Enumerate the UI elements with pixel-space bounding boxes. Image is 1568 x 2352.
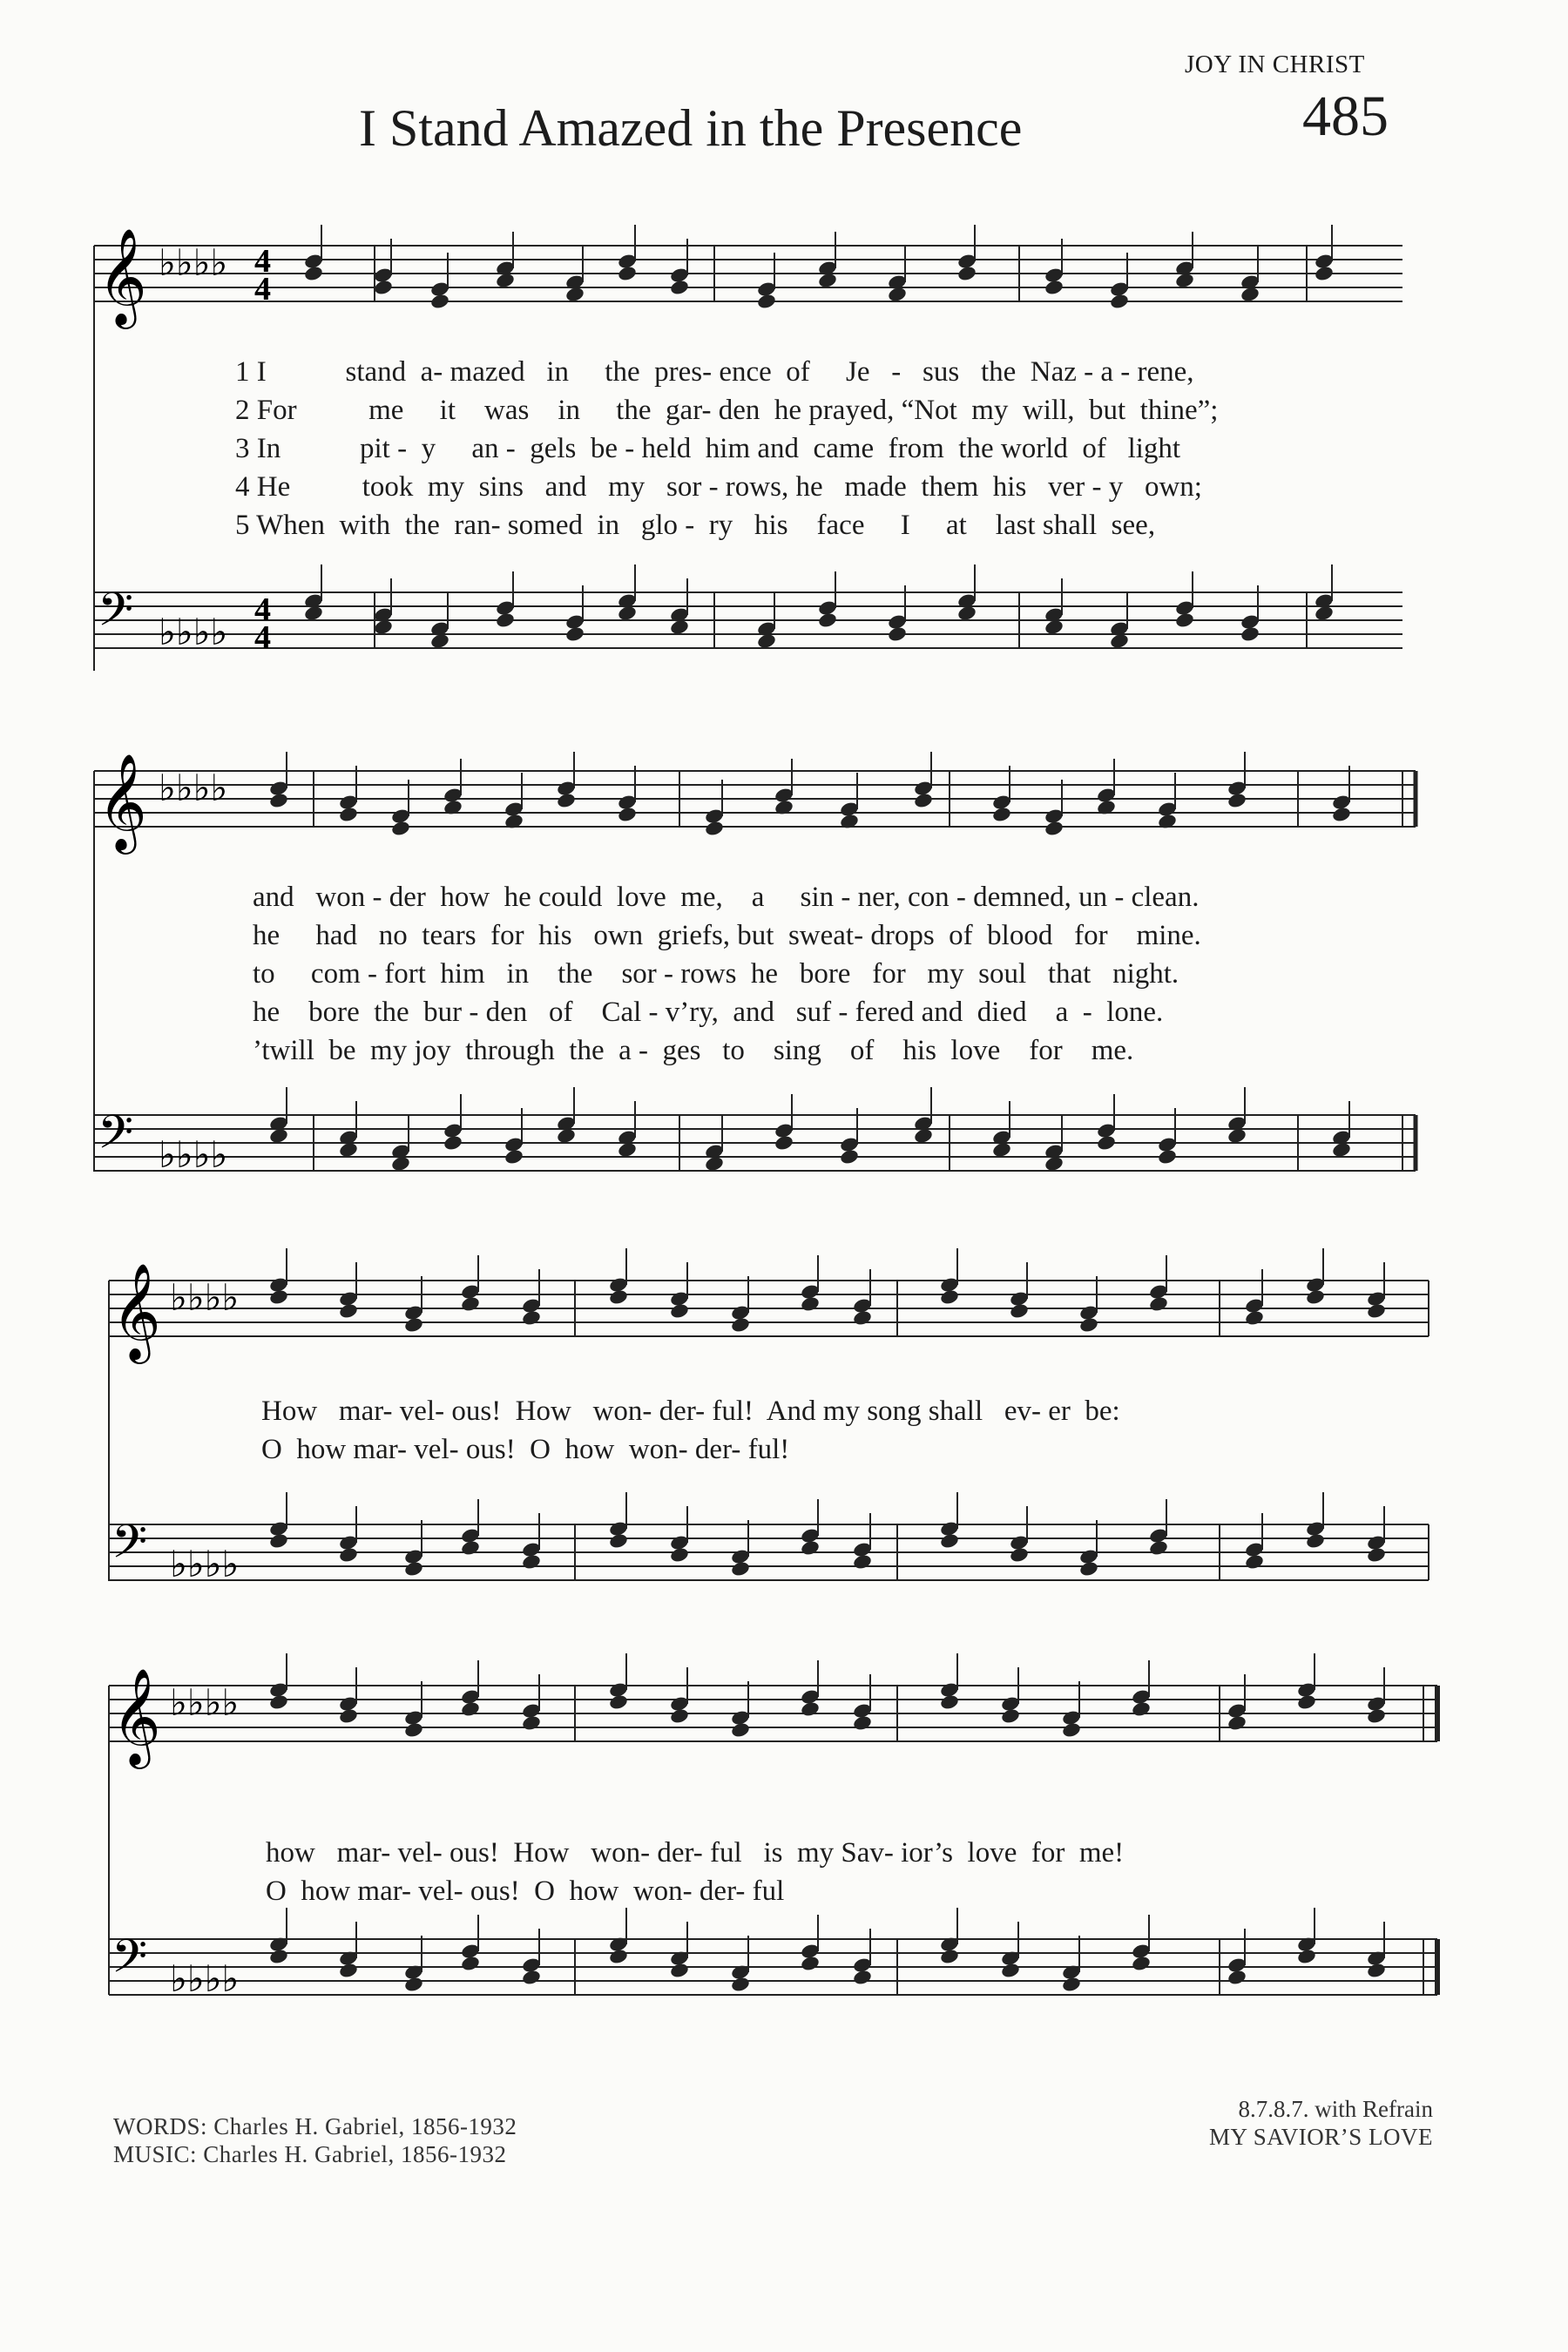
- notehead: [268, 1948, 289, 1965]
- verse-lyrics-system-2: [253, 878, 1201, 1070]
- svg-text:4: 4: [254, 591, 271, 628]
- notehead: [373, 618, 394, 636]
- notehead: [403, 1721, 424, 1739]
- refrain-line-1: How mar- vel- ous! How won- der- ful! And my song shall ev- er be:: [261, 1396, 1120, 1427]
- notehead: [1366, 1707, 1387, 1725]
- svg-text:♭♭♭♭: ♭♭♭♭: [159, 767, 228, 809]
- notehead: [730, 1976, 751, 1993]
- notehead: [669, 279, 690, 296]
- notehead: [268, 1127, 289, 1145]
- notehead: [887, 625, 908, 643]
- notehead: [338, 1141, 359, 1159]
- notehead: [817, 612, 838, 629]
- notehead: [268, 792, 289, 809]
- notehead: [852, 1553, 873, 1571]
- notehead: [800, 1700, 821, 1718]
- notehead: [756, 293, 777, 310]
- notehead: [504, 1148, 524, 1166]
- notehead: [1331, 1141, 1352, 1159]
- notehead: [669, 1546, 690, 1564]
- notehead: [429, 632, 450, 650]
- notehead: [1174, 272, 1195, 289]
- notehead: [1314, 605, 1335, 622]
- notehead: [1227, 792, 1247, 809]
- verse-2-line-a: 2 For me it was in the gar- den he prayed, “Not my will, but thine”;: [235, 395, 1219, 426]
- notehead: [556, 792, 577, 809]
- notehead: [390, 1155, 411, 1173]
- notehead: [669, 618, 690, 636]
- notehead: [1366, 1546, 1387, 1564]
- verse-2-line-b: he had no tears for his own griefs, but sweat- drops of blood for mine.: [253, 920, 1201, 951]
- notehead: [669, 1962, 690, 1979]
- notehead: [704, 1155, 725, 1173]
- notehead: [956, 265, 977, 282]
- notehead: [991, 1141, 1012, 1159]
- notehead: [1366, 1962, 1387, 1979]
- notehead: [1305, 1288, 1326, 1306]
- system-3-bass-staff: [0, 1498, 1568, 1620]
- svg-text:♭♭♭♭: ♭♭♭♭: [159, 241, 228, 284]
- notehead: [1227, 1127, 1247, 1145]
- notehead: [1240, 286, 1260, 303]
- notehead: [730, 1316, 751, 1334]
- system-1-bass-staff: [0, 558, 1568, 706]
- notehead: [373, 279, 394, 296]
- verse-lyrics-system-1: [235, 353, 1218, 544]
- notehead: [939, 1288, 960, 1306]
- notehead: [1244, 1553, 1265, 1571]
- meter: 8.7.8.7. with Refrain: [1238, 2096, 1433, 2122]
- notehead: [268, 1288, 289, 1306]
- notehead: [303, 265, 324, 282]
- notehead: [390, 820, 411, 837]
- notehead: [956, 605, 977, 622]
- notehead: [460, 1539, 481, 1557]
- notehead: [852, 1714, 873, 1732]
- refrain-line-2: O how mar- vel- ous! O how won- der- ful!: [261, 1434, 790, 1465]
- notehead: [443, 1134, 463, 1152]
- notehead: [1044, 820, 1064, 837]
- notehead: [1366, 1302, 1387, 1320]
- notehead: [1240, 625, 1260, 643]
- notehead: [1157, 1148, 1178, 1166]
- words-credit: WORDS: Charles H. Gabriel, 1856-1932: [113, 2113, 517, 2139]
- system-4-treble-staff: [0, 1655, 1568, 1794]
- notehead: [338, 806, 359, 823]
- notehead: [521, 1714, 542, 1732]
- notehead: [1109, 293, 1130, 310]
- notehead: [852, 1309, 873, 1327]
- notehead: [403, 1316, 424, 1334]
- notehead: [268, 1532, 289, 1550]
- verse-1-line-b: and won - der how he could love me, a sin - ner, con - demned, un - clean.: [253, 882, 1200, 913]
- bass-clef-icon: 𝄢: [112, 1930, 148, 1995]
- notehead: [852, 1969, 873, 1986]
- refrain-line-3: how mar- vel- ous! How won- der- ful is my Sav- ior’s love for me!: [266, 1837, 1125, 1869]
- svg-text:♭♭♭♭: ♭♭♭♭: [170, 1957, 240, 2000]
- notehead: [939, 1948, 960, 1965]
- notehead: [608, 1288, 629, 1306]
- notehead: [1096, 1134, 1117, 1152]
- notehead: [521, 1969, 542, 1986]
- notehead: [460, 1295, 481, 1313]
- notehead: [800, 1955, 821, 1972]
- notehead: [817, 272, 838, 289]
- svg-text:4: 4: [254, 271, 271, 308]
- notehead: [1296, 1948, 1317, 1965]
- svg-text:♭♭♭♭: ♭♭♭♭: [170, 1681, 240, 1724]
- notehead: [1044, 1155, 1064, 1173]
- notehead: [460, 1700, 481, 1718]
- notehead: [774, 1134, 794, 1152]
- verse-5-line-b: ’twill be my joy through the a - ges to sing of his love for me.: [253, 1035, 1134, 1066]
- refrain-lyrics-system-3: [261, 1392, 1120, 1469]
- notehead: [1331, 806, 1352, 823]
- notehead: [839, 1148, 860, 1166]
- notehead: [1061, 1976, 1082, 1993]
- notehead: [1174, 612, 1195, 629]
- notehead: [669, 1707, 690, 1725]
- system-2-bass-staff: [0, 1089, 1568, 1220]
- bass-clef-icon: 𝄢: [98, 1106, 134, 1171]
- notehead: [756, 632, 777, 650]
- bass-clef-icon: 𝄢: [98, 584, 134, 648]
- notehead: [617, 605, 638, 622]
- notehead: [913, 1127, 934, 1145]
- bass-clef-icon: 𝄢: [112, 1516, 148, 1580]
- notehead: [1000, 1707, 1021, 1725]
- notehead: [521, 1309, 542, 1327]
- notehead: [495, 612, 516, 629]
- notehead: [1131, 1955, 1152, 1972]
- notehead: [608, 1693, 629, 1711]
- svg-text:♭♭♭♭: ♭♭♭♭: [170, 1276, 240, 1319]
- notehead: [887, 286, 908, 303]
- notehead: [303, 605, 324, 622]
- svg-text:4: 4: [254, 243, 271, 280]
- notehead: [1227, 1969, 1247, 1986]
- notehead: [564, 286, 585, 303]
- notehead: [991, 806, 1012, 823]
- svg-text:4: 4: [254, 619, 271, 656]
- notehead: [1148, 1539, 1169, 1557]
- notehead: [730, 1560, 751, 1578]
- notehead: [403, 1976, 424, 1993]
- notehead: [608, 1532, 629, 1550]
- verse-1-line-a: 1 I stand a- mazed in the pres- ence of Je - sus the Naz - a - rene,: [235, 356, 1194, 388]
- treble-clef-icon: 𝄞: [112, 1667, 161, 1765]
- section-label: JOY IN CHRIST: [1185, 51, 1365, 78]
- notehead: [617, 806, 638, 823]
- svg-text:♭♭♭♭: ♭♭♭♭: [170, 1543, 240, 1585]
- notehead: [338, 1302, 359, 1320]
- notehead: [1296, 1693, 1317, 1711]
- notehead: [1314, 265, 1335, 282]
- svg-text:♭♭♭♭: ♭♭♭♭: [159, 611, 228, 653]
- treble-clef-icon: 𝄞: [98, 227, 147, 325]
- notehead: [1131, 1700, 1152, 1718]
- notehead: [939, 1693, 960, 1711]
- notehead: [1009, 1546, 1030, 1564]
- notehead: [800, 1539, 821, 1557]
- treble-clef-icon: 𝄞: [112, 1262, 161, 1360]
- notehead: [800, 1295, 821, 1313]
- notehead: [460, 1955, 481, 1972]
- verse-4-line-a: 4 He took my sins and my sor - rows, he made them his ver - y own;: [235, 471, 1202, 503]
- system-3-treble-staff: [0, 1254, 1568, 1394]
- notehead: [338, 1546, 359, 1564]
- music-credit: MUSIC: Charles H. Gabriel, 1856-1932: [113, 2141, 507, 2167]
- notehead: [1227, 1714, 1247, 1732]
- system-2-treble-staff: [0, 740, 1568, 897]
- notehead: [669, 1302, 690, 1320]
- notehead: [1044, 618, 1064, 636]
- notehead: [564, 625, 585, 643]
- notehead: [939, 1532, 960, 1550]
- notehead: [268, 1693, 289, 1711]
- refrain-lyrics-system-4: [266, 1834, 1124, 1910]
- verse-4-line-b: he bore the bur - den of Cal - v’ry, and suf - fered and died a - lone.: [253, 997, 1164, 1028]
- verse-5-line-a: 5 When with the ran- somed in glo - ry his face I at last shall see,: [235, 510, 1156, 541]
- notehead: [556, 1127, 577, 1145]
- notehead: [429, 293, 450, 310]
- notehead: [608, 1948, 629, 1965]
- notehead: [704, 820, 725, 837]
- notehead: [1061, 1721, 1082, 1739]
- notehead: [730, 1721, 751, 1739]
- credits-right: [1198, 2095, 1433, 2151]
- svg-text:♭♭♭♭: ♭♭♭♭: [159, 1133, 228, 1176]
- notehead: [1000, 1962, 1021, 1979]
- notehead: [617, 265, 638, 282]
- notehead: [338, 1962, 359, 1979]
- notehead: [1009, 1302, 1030, 1320]
- credits-left: [113, 2112, 517, 2168]
- notehead: [1244, 1309, 1265, 1327]
- notehead: [1078, 1560, 1099, 1578]
- verse-3-line-b: to com - fort him in the sor - rows he bore for my soul that night.: [253, 958, 1179, 990]
- hymn-title: I Stand Amazed in the Presence: [359, 99, 1023, 157]
- notehead: [521, 1553, 542, 1571]
- notehead: [403, 1560, 424, 1578]
- notehead: [1109, 632, 1130, 650]
- notehead: [1044, 279, 1064, 296]
- notehead: [1305, 1532, 1326, 1550]
- hymn-number: 485: [1302, 84, 1389, 148]
- refrain-line-4: O how mar- vel- ous! O how won- der- ful: [266, 1876, 785, 1907]
- notehead: [1148, 1295, 1169, 1313]
- notehead: [495, 272, 516, 289]
- system-4-bass-staff: [0, 1916, 1568, 2047]
- notehead: [1078, 1316, 1099, 1334]
- tune-name: MY SAVIOR’S LOVE: [1208, 2124, 1433, 2150]
- verse-3-line-a: 3 In pit - y an - gels be - held him and came from the world of light: [235, 433, 1181, 464]
- notehead: [617, 1141, 638, 1159]
- notehead: [913, 792, 934, 809]
- notehead: [338, 1707, 359, 1725]
- treble-clef-icon: 𝄞: [98, 753, 147, 850]
